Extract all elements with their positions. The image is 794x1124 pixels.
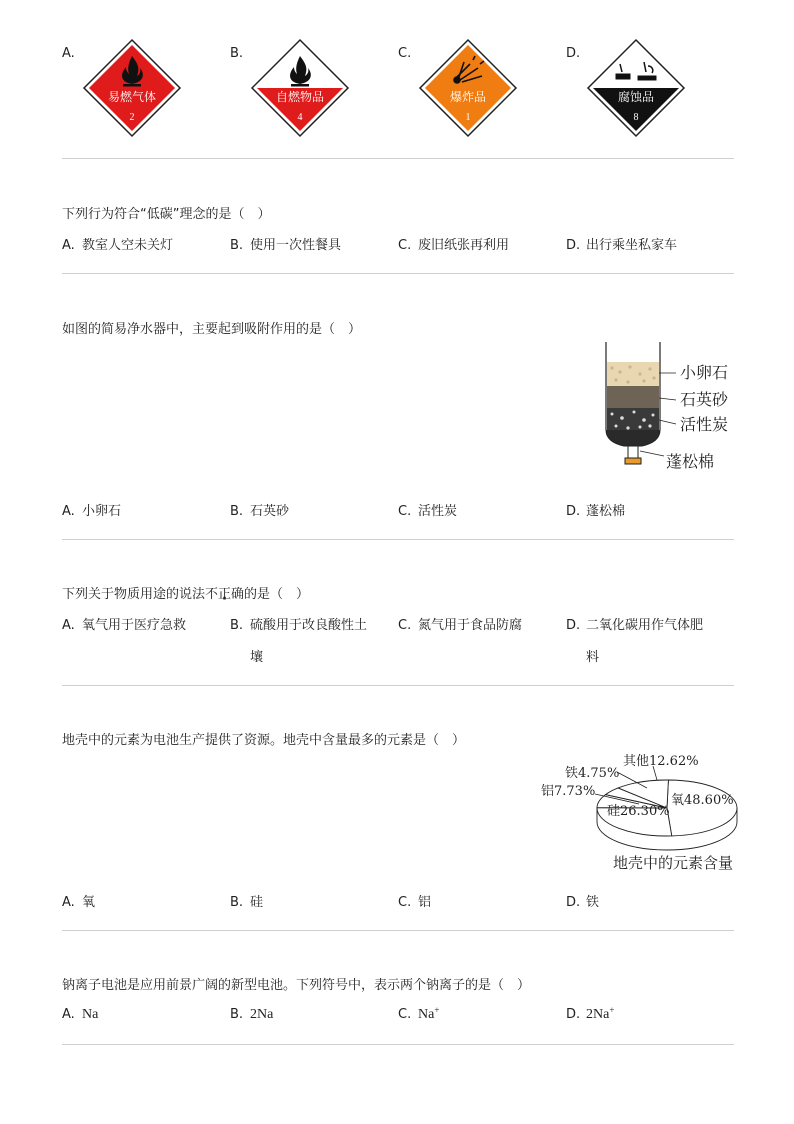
option-key: B. (230, 1007, 244, 1022)
option-key-c: C. (398, 46, 412, 61)
pie-label-1: 硅26.30% (607, 804, 670, 819)
option-b-continuation: 壤 (250, 650, 264, 665)
option-text: 氮气用于食品防腐 (418, 618, 523, 633)
option-text: 活性炭 (418, 504, 458, 519)
option-key: A. (62, 1007, 75, 1022)
option-a[interactable] (62, 891, 95, 910)
option-b[interactable] (230, 891, 263, 910)
option-b[interactable] (230, 500, 289, 519)
option-text: Na (418, 1007, 435, 1022)
option-text: 氧气用于医疗急救 (82, 618, 187, 633)
option-d[interactable] (566, 234, 677, 253)
hazard-sign-d[interactable] (586, 38, 686, 138)
hazard-sign-a-label: 易燃气体 (107, 90, 157, 104)
option-c[interactable] (398, 500, 457, 519)
option-key: C. (398, 618, 412, 633)
option-text: 2Na (250, 1007, 274, 1022)
divider (62, 685, 734, 686)
figure-label-sand: 石英砂 (680, 390, 729, 409)
option-key: A. (62, 504, 75, 519)
option-key: D. (566, 618, 581, 633)
divider (62, 158, 734, 159)
question-stem: 下列行为符合“低碳”理念的是（ ） (62, 207, 271, 222)
pie-label-3: 铁4.75% (565, 766, 620, 781)
hazard-sign-c-number: 1 (465, 112, 471, 123)
divider (62, 930, 734, 931)
option-key: A. (62, 618, 75, 633)
option-key-d: D. (566, 46, 581, 61)
hazard-sign-d-number: 8 (633, 112, 639, 123)
option-text: 氧 (82, 895, 96, 910)
chart-caption: 地壳中的元素含量 (612, 854, 734, 872)
option-key: A. (62, 895, 75, 910)
option-key: C. (398, 1007, 412, 1022)
option-d[interactable] (566, 891, 599, 910)
pie-label-2: 铝7.73% (541, 784, 596, 799)
hazard-sign-c-label: 爆炸品 (449, 90, 487, 104)
option-d[interactable] (566, 500, 625, 519)
hazard-sign-d-label: 腐蚀品 (617, 90, 655, 104)
option-text: 蓬松棉 (586, 504, 626, 519)
option-c[interactable] (398, 234, 509, 253)
option-key: D. (566, 895, 581, 910)
question-stem: 钠离子电池是应用前景广阔的新型电池。下列符号中，表示两个钠离子的是（ ） (62, 978, 531, 993)
option-key: C. (398, 238, 412, 253)
option-a[interactable] (62, 614, 186, 633)
option-text: 石英砂 (250, 504, 290, 519)
option-text: 教室人空未关灯 (82, 238, 174, 253)
option-key: D. (566, 504, 581, 519)
pie-label-0: 氧48.60% (671, 793, 734, 808)
option-c[interactable] (398, 1005, 439, 1023)
option-superscript: + (609, 1005, 615, 1015)
option-key: A. (62, 238, 75, 253)
option-text: 出行乘坐私家车 (586, 238, 678, 253)
crust-elements-pie-chart (535, 748, 745, 876)
figure-label-carbon: 活性炭 (680, 415, 729, 434)
option-key: C. (398, 895, 412, 910)
option-key: B. (230, 238, 244, 253)
option-text: 硫酸用于改良酸性土 (250, 618, 368, 633)
option-text: 使用一次性餐具 (250, 238, 342, 253)
option-key: B. (230, 504, 244, 519)
option-text: 铁 (586, 895, 600, 910)
option-key-a: A. (62, 46, 75, 61)
figure-label-pebbles: 小卵石 (680, 363, 729, 382)
stem-emphasis: 不正确 (205, 587, 245, 602)
divider (62, 1044, 734, 1045)
option-key-b: B. (230, 46, 244, 61)
option-text: 二氧化碳用作气体肥 (586, 618, 704, 633)
option-text: 硅 (250, 895, 264, 910)
divider (62, 539, 734, 540)
option-key: D. (566, 238, 581, 253)
option-key: B. (230, 618, 244, 633)
option-superscript: + (434, 1005, 440, 1015)
hazard-sign-a[interactable] (82, 38, 182, 138)
option-key: C. (398, 504, 412, 519)
option-d[interactable] (566, 614, 703, 633)
option-a[interactable] (62, 1005, 98, 1023)
option-b[interactable] (230, 614, 367, 633)
hazard-sign-c[interactable] (418, 38, 518, 138)
water-filter-figure (598, 338, 738, 478)
stem-text: 下列关于物质用途的说法 (62, 587, 206, 602)
pie-label-4: 其他12.62% (623, 754, 699, 769)
option-b[interactable] (230, 1005, 273, 1023)
hazard-sign-b[interactable] (250, 38, 350, 138)
option-key: D. (566, 1007, 581, 1022)
option-d[interactable] (566, 1005, 614, 1023)
option-a[interactable] (62, 500, 121, 519)
option-text: 废旧纸张再利用 (418, 238, 510, 253)
option-b[interactable] (230, 234, 341, 253)
option-d-continuation: 料 (586, 650, 600, 665)
option-text: 小卵石 (82, 504, 122, 519)
divider (62, 273, 734, 274)
figure-label-cotton: 蓬松棉 (666, 452, 715, 471)
option-c[interactable] (398, 891, 431, 910)
hazard-sign-b-label: 自燃物品 (275, 90, 325, 104)
question-stem: 如图的简易净水器中，主要起到吸附作用的是（ ） (62, 322, 362, 337)
hazard-sign-b-number: 4 (297, 112, 303, 123)
question-stem: 地壳中的元素为电池生产提供了资源。地壳中含量最多的元素是（ ） (62, 733, 466, 748)
hazard-sign-a-number: 2 (129, 112, 135, 123)
question-stem (62, 583, 309, 602)
option-text: Na (82, 1007, 99, 1022)
option-c[interactable] (398, 614, 522, 633)
option-text: 铝 (418, 895, 432, 910)
stem-text: 的是（ ） (244, 587, 310, 602)
option-text: 2Na (586, 1007, 610, 1022)
option-a[interactable] (62, 234, 173, 253)
option-key: B. (230, 895, 244, 910)
